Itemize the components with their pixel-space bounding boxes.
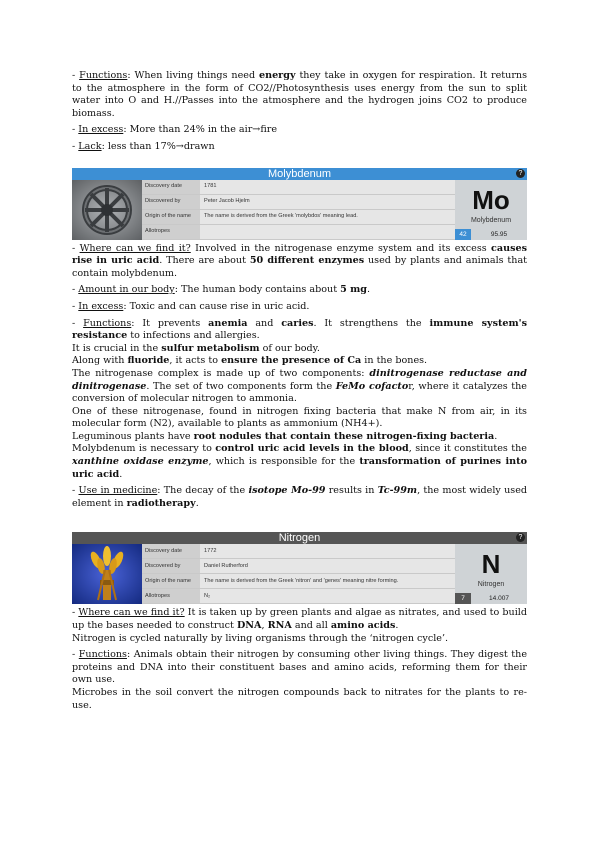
table-row: Discovered by Peter Jacob Hjelm [142,195,455,210]
element-symbol: N [481,549,501,580]
n-cycle-paragraph: Nitrogen is cycled naturally by living organisms through the ‘nitrogen cycle’. [72,632,449,644]
excess-label: In excess [78,124,124,136]
oxygen-functions-paragraph: - Functions: When living things need energy they take in oxygen for respiration. It returns to the atmosphere in the form of CO2//Photosynthesis uses energy from the sun to split water into O and H.//Passes into the atmosphere and the hydrogen joins CO2 to produce biomass. [72,70,528,119]
oxygen-lack-paragraph: - Lack: less than 17%→drawn [72,140,215,152]
help-icon[interactable]: ? [516,533,525,542]
mo-amount-paragraph: - Amount in our body: The human body contains about 5 mg. [72,284,371,296]
n-microbes-paragraph: Microbes in the soil convert the nitrogen compounds back to nitrates for the plants to re-use. [72,687,527,711]
n-functions-paragraph: - Functions: Animals obtain their nitrogen by consuming other living things. They digest the proteins and DNA into their constituent bases and amino acids, reforming them for their own use. [72,649,527,686]
element-name: Molybdenum [470,216,512,224]
card-title: Molybdenum [268,167,331,180]
n-where-paragraph: - Where can we find it? It is taken up by green plants and algae as nitrates, and used to build up the bases needed to construct DNA, RNA and all amino acids. [72,607,527,632]
card-header [72,532,527,544]
table-row: Allotropes N₂ [142,589,455,604]
wheat-sheaf-image [72,544,142,604]
mo-functions-paragraph: - Functions: It prevents anemia and caries. It strengthens the immune system's resistance to infections and allergies. [72,317,527,342]
card-property-rows [142,180,455,240]
molybdenum-element-card [72,168,527,240]
atomic-mass: 95.95 [471,229,527,240]
mo-where-paragraph: - Where can we find it? Involved in the nitrogenase enzyme system and its excess causes rise in uric acid. There are about 50 different enzymes used by plants and animals that contain molybdenum. [72,242,528,279]
table-row: Discovery date 1772 [142,544,455,559]
lack-label: Lack [78,140,102,152]
atomic-number: 42 [455,229,471,240]
mo-medicine-paragraph: - Use in medicine: The decay of the isotope Mo-99 results in Tc-99m, the most widely used element in radiotherapy. [72,485,528,509]
mo-complex-paragraph: The nitrogenase complex is made up of two components: dinitrogenase reductase and dinitrogenase. The set of two components form the FeMo cofactor, where it catalyzes the conversion of molecular nitrogen to ammonia. [72,367,527,405]
table-row: Discovery date 1781 [142,180,455,195]
atomic-mass: 14.007 [471,593,527,604]
card-property-rows [142,544,455,604]
document-page [72,70,527,712]
mo-excess-paragraph: - In excess: Toxic and can cause rise in uric acid. [72,300,310,312]
functions-label: Functions [79,70,128,81]
card-header [72,168,527,180]
table-row: Allotropes [142,225,455,240]
element-symbol: Mo [472,184,510,215]
help-icon[interactable]: ? [516,169,525,178]
mo-crucial-paragraph: It is crucial in the sulfur metabolism of our body. [72,342,320,354]
card-title: Nitrogen [278,532,321,545]
mo-necessary-paragraph: Molybdenum is necessary to control uric acid levels in the blood, since it constitutes the xanthine oxidase enzyme, which is responsible for the transformation of purines into uric acid. [72,443,527,480]
oxygen-excess-paragraph: - In excess: More than 24% in the air→fire [72,124,277,136]
table-row: Origin of the name The name is derived from the Greek 'nitron' and 'genes' meaning nitre forming. [142,574,455,589]
table-row: Origin of the name The name is derived from the Greek 'molybdos' meaning lead. [142,210,455,225]
mo-leguminous-paragraph: Leguminous plants have root nodules that contain these nitrogen-fixing bacteria. [72,430,498,442]
nitrogen-element-card [72,532,527,604]
element-name: Nitrogen [477,581,505,589]
mo-one-of-paragraph: One of these nitrogenase, found in nitrogen fixing bacteria that make N from air, in its molecular form (N2), available to plants as ammonium (NH4+). [72,405,527,430]
valve-wheel-image [72,180,142,240]
mo-fluoride-paragraph: Along with fluoride, it acts to ensure the presence of Ca in the bones. [72,355,428,367]
element-symbol-box [455,544,527,604]
table-row: Discovered by Daniel Rutherford [142,559,455,574]
atomic-number: 7 [455,593,471,604]
element-symbol-box [455,180,527,240]
